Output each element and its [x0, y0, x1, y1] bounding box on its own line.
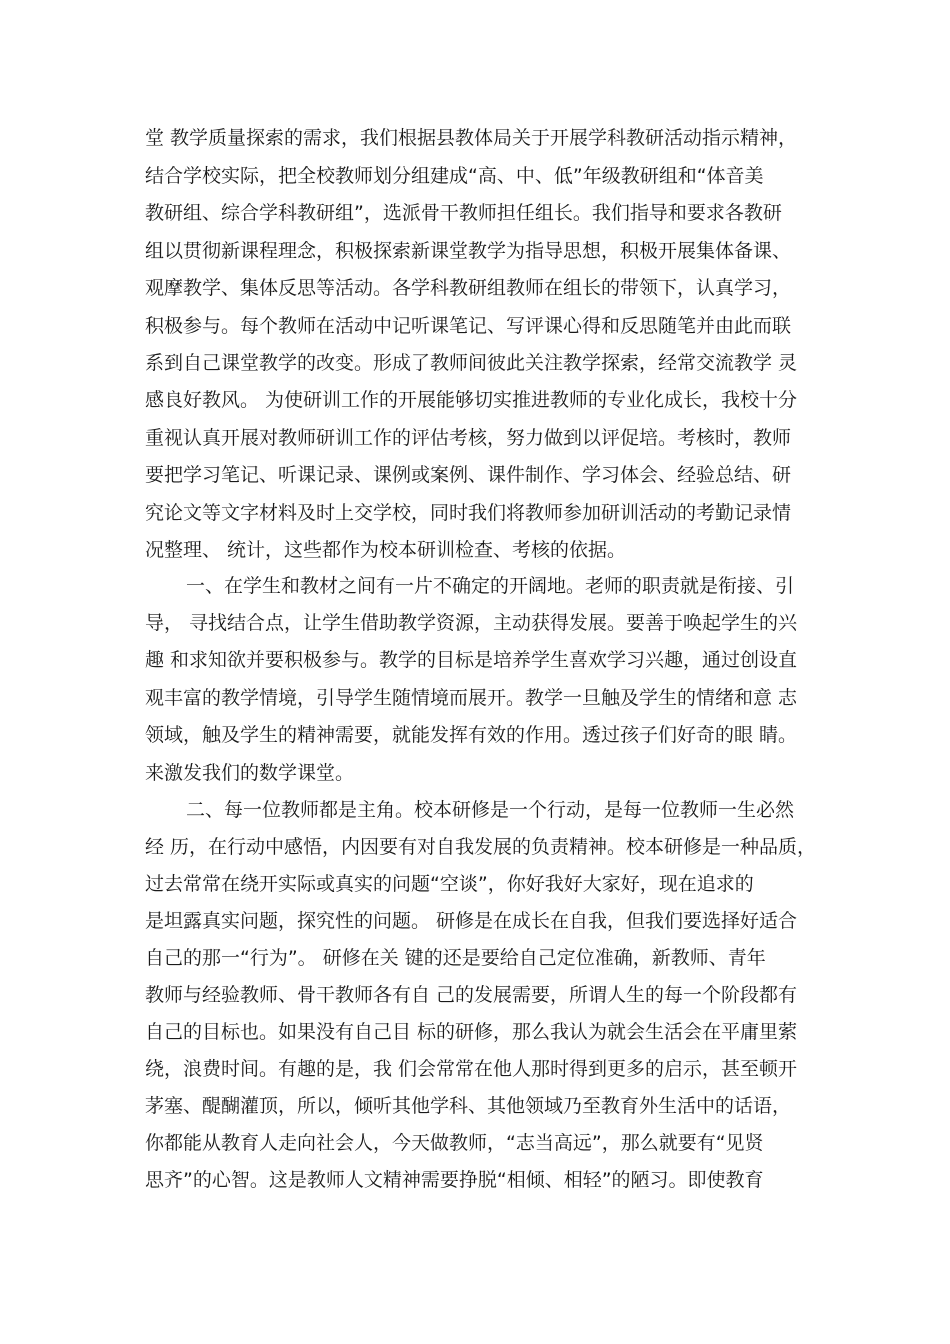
text-line: 导， 寻找结合点，让学生借助教学资源，主动获得发展。要善于唤起学生的兴	[145, 612, 798, 634]
text-line: 教师与经验教师、骨干教师各有自 己的发展需要，所谓人生的每一个阶段都有	[145, 984, 798, 1006]
text-line: 领域，触及学生的精神需要，就能发挥有效的作用。透过孩子们好奇的眼 睛。	[145, 724, 798, 746]
paragraph-one-first-line: 一、在学生和教材之间有一片不确定的开阔地。老师的职责就是衔接、引	[186, 575, 795, 597]
text-line: 自己的目标也。如果没有自己目 标的研修，那么我认为就会生活会在平庸里萦	[145, 1021, 798, 1043]
text-line: 绕，浪费时间。有趣的是，我 们会常常在他人那时得到更多的启示，甚至顿开	[145, 1058, 798, 1080]
text-line: 组以贯彻新课程理念，积极探索新课堂教学为指导思想，积极开展集体备课、	[145, 240, 792, 262]
text-line: 你都能从教育人走向社会人，今天做教师，“志当高远”，那么就要有“见贤	[145, 1132, 764, 1154]
text-line: 观摩教学、集体反思等活动。各学科教研组教师在组长的带领下，认真学习，	[145, 277, 792, 299]
text-line: 重视认真开展对教师研训工作的评估考核，努力做到以评促培。考核时，教师	[145, 427, 792, 449]
text-line: 系到自己课堂教学的改变。形成了教师间彼此关注教学探索，经常交流教学 灵	[145, 352, 798, 374]
text-line: 堂 教学质量探索的需求，我们根据县教体局关于开展学科教研活动指示精神，	[145, 127, 798, 149]
text-line: 来激发我们的数学课堂。	[145, 762, 355, 784]
text-line: 教研组、综合学科教研组”，选派骨干教师担任组长。我们指导和要求各教研	[145, 202, 782, 224]
text-line: 自己的那一“行为”。 研修在关 键的还是要给自己定位准确，新教师、青年	[145, 947, 766, 969]
text-line: 感良好教风。 为使研训工作的开展能够切实推进教师的专业化成长，我校十分	[145, 389, 798, 411]
text-line: 趣 和求知欲并要积极参与。教学的目标是培养学生喜欢学习兴趣，通过创设直	[145, 649, 798, 671]
text-line: 经 历，在行动中感悟，内因要有对自我发展的负责精神。校本研修是一种品质，	[145, 836, 817, 858]
text-line: 要把学习笔记、听课记录、课例或案例、课件制作、学习体会、经验总结、研	[145, 464, 792, 486]
text-line: 积极参与。每个教师在活动中记听课笔记、写评课心得和反思随笔并由此而联	[145, 315, 792, 337]
text-line: 过去常常在绕开实际或真实的问题“空谈”，你好我好大家好，现在追求的	[145, 873, 754, 895]
text-line: 是坦露真实问题，探究性的问题。 研修是在成长在自我，但我们要选择好适合	[145, 910, 798, 932]
text-line: 观丰富的教学情境，引导学生随情境而展开。教学一旦触及学生的情绪和意 志	[145, 687, 798, 709]
text-line: 究论文等文字材料及时上交学校，同时我们将教师参加研训活动的考勤记录情	[145, 502, 792, 524]
text-line: 思齐”的心智。这是教师人文精神需要挣脱“相倾、相轻”的陋习。即使教育	[145, 1169, 764, 1191]
text-line: 结合学校实际，把全校教师划分组建成“高、中、低”年级教研组和“体音美	[145, 165, 764, 187]
text-line: 况整理、 统计，这些都作为校本研训检查、考核的依据。	[145, 539, 627, 561]
text-line: 茅塞、醍醐灌顶，所以，倾听其他学科、其他领域乃至教育外生活中的话语，	[145, 1095, 792, 1117]
paragraph-two-first-line: 二、每一位教师都是主角。校本研修是一个行动，是每一位教师一生必然	[186, 799, 795, 821]
